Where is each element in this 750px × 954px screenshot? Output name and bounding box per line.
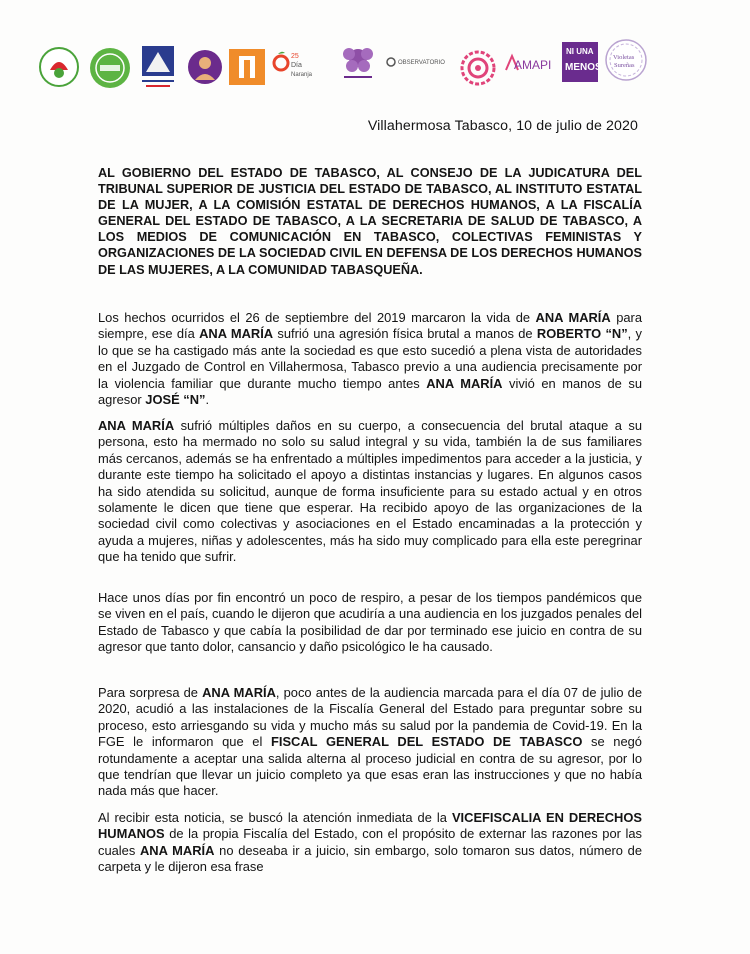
observatorio-logo [386, 50, 446, 74]
blue-org-logo [138, 44, 178, 90]
amapi-logo [504, 52, 554, 76]
svg-text:Día: Día [291, 62, 302, 69]
svg-text:Sureñas: Sureñas [614, 62, 635, 69]
paragraph-1: Los hechos ocurridos el 26 de septiembre del 2019 marcaron la vida de ANA MARÍA para siempre, ese día ANA MARÍA sufrió una agresión física brutal a manos de ROBERTO “N”, y lo que se ha castigado más ante la sociedad es que esto sucedió a plena vista de autoridades en el Juzgado de Control en Villahermosa, Tabasco previo a una audiencia precisamente por la violencia familiar que durante mucho tiempo antes ANA MARÍA vivió en manos de su agresor JOSÉ “N”. [98, 310, 642, 408]
addressees-paragraph: AL GOBIERNO DEL ESTADO DE TABASCO, AL CONSEJO DE LA JUDICATURA DEL TRIBUNAL SUPERIOR DE JUSTICIA DEL ESTADO DE TABASCO, AL INSTITUTO ESTATAL DE LA MUJER, A LA COMISIÓN ESTATAL DE DERECHOS HUMANOS, A LA FISCALÍA GENERAL DEL ESTADO DE TABASCO, A LA SECRETARIA DE SALUD DE TABASCO, A LOS MEDIOS DE COMUNICACIÓN EN TABASCO, COLECTIVAS FEMINISTAS Y ORGANIZACIONES DE LA SOCIEDAD CIVIL EN DEFENSA DE LOS DERECHOS HUMANOS DE LAS MUJERES, A LA COMUNIDAD TABASQUEÑA. [98, 166, 642, 277]
svg-text:25: 25 [291, 53, 299, 60]
violeta-logo [604, 38, 648, 82]
svg-text:AMAPI: AMAPI [514, 58, 552, 72]
naranja-logo [272, 48, 314, 88]
pink-mandala-logo [458, 48, 498, 88]
paragraph-3: Hace unos días por fin encontró un poco de respiro, a pesar de los tiempos pandémicos que se viven en el país, cuando le dijeron que acudiría a una audiencia en los juzgados penales del Estado de Tabasco y que cabía la posibilidad de dar por terminado ese juicio en contra de su agresor que tanto dolor, cansancio y daño psicológico le ha causado. [98, 590, 642, 655]
svg-text:MENOS: MENOS [565, 62, 602, 73]
circle-green-red-logo [38, 46, 80, 88]
logo-strip [38, 38, 658, 96]
paragraph-5: Al recibir esta noticia, se buscó la atención inmediata de la VICEFISCALIA EN DERECHOS HUMANOS de la propia Fiscalía del Estado, con el propósito de externar las razones por las cuales ANA MARÍA no deseaba ir a juicio, sin embargo, solo tomaron sus datos, número de carpeta y le dijeron esa frase [98, 810, 643, 875]
svg-text:OBSERVATORIO: OBSERVATORIO [398, 60, 445, 66]
svg-text:NI UNA: NI UNA [566, 47, 594, 56]
paragraph-2: ANA MARÍA sufrió múltiples daños en su cuerpo, a consecuencia del brutal ataque a su persona, esto ha mermado no solo su salud integral y su vida, también la de sus familiares más cercanos, además se ha enfrentado a múltiples impedimentos para acceder a la justicia, y durante este tiempo ha solicitado el apoyo a distintas instancias y lugares. En algunos casos ha sido atendida su solicitud, aunque de forma insuficiente para su estado actual y en otros solamente le dicen que tiene que esperar. Ha recibido apoyo de las organizaciones de la sociedad civil como colectivas y asociaciones en el Estado encaminadas a la protección y ayuda a mujeres, niñas y adolescentes, más ha sido muy complicado para ella este peregrinar que ha tenido que sufrir. [98, 418, 642, 565]
purple-circle-logo [186, 48, 224, 86]
green-circle-logo [88, 46, 132, 90]
paragraph-4: Para sorpresa de ANA MARÍA, poco antes de la audiencia marcada para el día 07 de julio de 2020, acudió a las instalaciones de la Fiscalía General del Estado para preguntar sobre su proceso, esto arriesgando su vida y mucho más su salud por la pandemia de Covid-19. En la FGE le informaron que el FISCAL GENERAL DEL ESTADO DE TABASCO se negó rotundamente a aceptar una salida alterna al proceso judicial en contra de su agresor, por lo que tendrían que llevar un juicio completo ya que esas eran las instrucciones y que no había nada más que hacer. [98, 685, 642, 799]
svg-text:Naranja: Naranja [291, 72, 313, 78]
svg-text:Violetas: Violetas [613, 54, 635, 61]
orange-square-logo [228, 48, 266, 86]
lavender-flower-logo [338, 42, 378, 84]
ni-una-menos-logo [562, 42, 602, 82]
document-date: Villahermosa Tabasco, 10 de julio de 2020 [367, 118, 638, 134]
